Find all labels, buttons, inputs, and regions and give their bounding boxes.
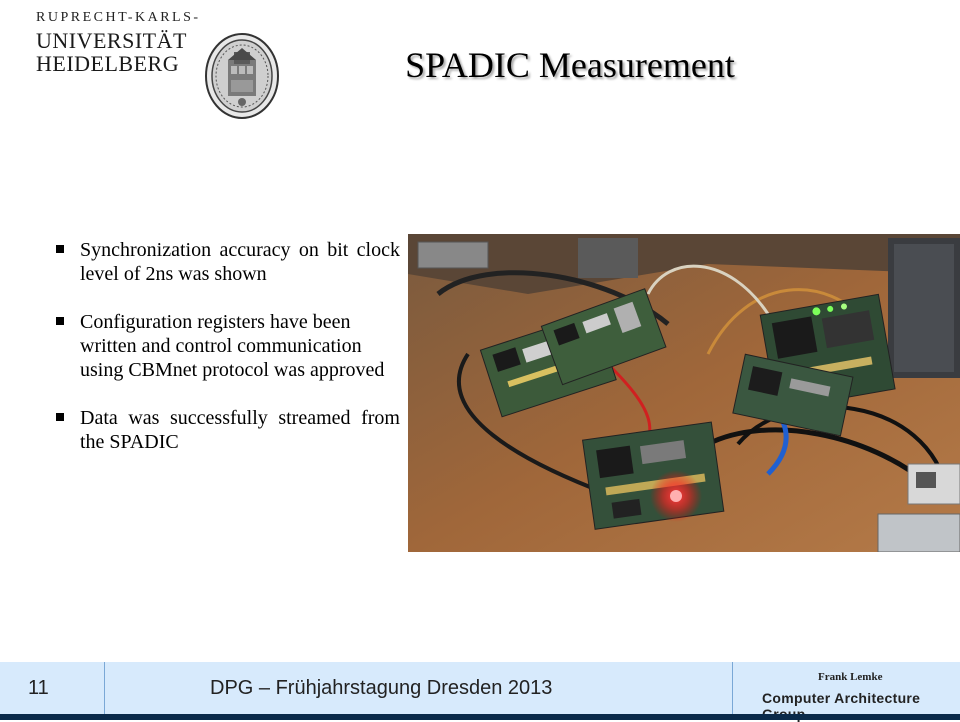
bullet-item xyxy=(50,310,400,382)
bullet-text: Data was successfully streamed from the SPADIC xyxy=(80,407,400,453)
square-bullet-icon xyxy=(56,317,64,325)
university-name-line1: UNIVERSITÄT xyxy=(36,28,187,53)
conference-name: DPG – Frühjahrstagung Dresden 2013 xyxy=(210,677,553,699)
title-region xyxy=(0,0,960,120)
square-bullet-icon xyxy=(56,413,64,421)
square-bullet-icon xyxy=(56,245,64,253)
footer-bottom-line xyxy=(0,714,960,720)
university-name-line2: HEIDELBERG xyxy=(36,51,180,76)
university-name-top: RUPRECHT-KARLS- xyxy=(36,10,201,25)
bullet-item xyxy=(50,406,400,454)
slide-footer xyxy=(0,662,960,720)
footer-divider xyxy=(104,662,105,714)
bullet-text: Synchronization accuracy on bit clock level of 2ns was shown xyxy=(80,239,400,285)
bullet-item xyxy=(50,238,400,286)
group-name: Computer Architecture xyxy=(762,690,921,706)
slide-title: SPADIC Measurement xyxy=(405,45,735,85)
bullet-text: Configuration registers have been written and control communication using CBMnet protocol was approved xyxy=(80,311,385,381)
measurement-setup-photo xyxy=(408,234,960,552)
footer-divider xyxy=(732,662,733,714)
lab-setup-photo-icon xyxy=(408,234,960,552)
author-name: Frank Lemke xyxy=(818,671,883,683)
bullet-list xyxy=(50,238,400,454)
page-number: 11 xyxy=(28,677,49,699)
